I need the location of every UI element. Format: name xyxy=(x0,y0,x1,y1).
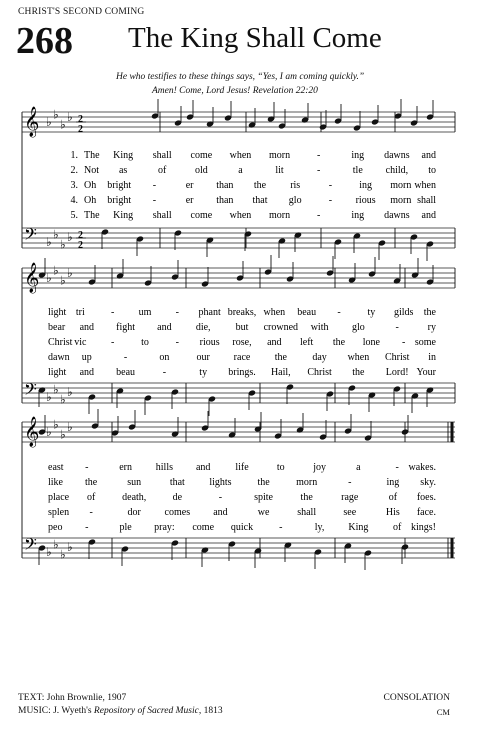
lyric-syllable: a xyxy=(238,165,243,176)
hymn-number: 268 xyxy=(16,20,73,62)
lyric-syllable: Oh xyxy=(84,195,97,206)
flat-icon: ♭ xyxy=(46,425,52,439)
lyric-syllable: face. xyxy=(416,507,436,518)
lyric-syllable: tle xyxy=(352,165,363,176)
lyric-syllable: - xyxy=(110,307,115,318)
lyric-syllable: The xyxy=(84,210,100,221)
flat-icon: ♭ xyxy=(46,545,52,559)
verse-number: 5. xyxy=(70,210,78,221)
lyric-syllable: um xyxy=(138,307,152,318)
lyric-syllable: like xyxy=(48,477,63,488)
lyric-syllable: - xyxy=(279,522,283,533)
lyric-syllable: light xyxy=(48,367,67,378)
lyric-syllable: and xyxy=(79,322,95,333)
lyric-syllable: and xyxy=(157,322,172,333)
lyric-syllable: King xyxy=(113,210,134,221)
lyric-syllable: lit xyxy=(275,165,284,176)
lyric-syllable: joy xyxy=(313,462,326,473)
lyric-syllable: child, xyxy=(385,165,409,176)
lyric-syllable: when xyxy=(229,150,252,161)
lyric-syllable: splen xyxy=(48,507,70,518)
lyric-syllable: morn xyxy=(390,180,412,191)
lyric-syllable: hills xyxy=(155,462,174,473)
lyric-syllable: of xyxy=(158,165,167,176)
lyric-syllable: death, xyxy=(122,492,147,503)
lyric-syllable: Your xyxy=(416,367,436,378)
lyric-syllable: vic xyxy=(74,337,87,348)
lyric-syllable: die, xyxy=(195,322,211,333)
flat-icon: ♭ xyxy=(53,263,59,278)
lyric-syllable: lone xyxy=(362,337,380,348)
lyric-syllable: fight xyxy=(116,322,136,333)
lyric-syllable: ple xyxy=(119,522,132,533)
lyric-syllable: but xyxy=(235,322,249,333)
lyric-syllable: the xyxy=(274,352,287,363)
lyric-syllable: some xyxy=(414,337,436,348)
lyric-syllable: the xyxy=(253,180,267,191)
flat-icon: ♭ xyxy=(60,273,66,288)
lyric-syllable: - xyxy=(337,307,341,318)
flat-icon: ♭ xyxy=(67,385,73,399)
lyric-syllable: with xyxy=(310,322,329,333)
flat-icon: ♭ xyxy=(46,235,52,249)
lyric-syllable: to xyxy=(428,165,436,176)
lyric-syllable: - xyxy=(218,492,223,503)
flat-icon: ♭ xyxy=(53,107,59,122)
lyric-syllable: er xyxy=(185,180,194,191)
lyric-syllable: place xyxy=(48,492,70,503)
lyric-syllable: quick xyxy=(230,522,254,533)
verse-number: 4. xyxy=(70,195,78,206)
bass-clef-icon: 𝄢 xyxy=(24,379,37,403)
lyric-syllable: foes. xyxy=(416,492,436,503)
lyric-syllable: when xyxy=(229,210,252,221)
treble-clef-icon: 𝄞 xyxy=(24,417,40,447)
bass-clef-icon: 𝄢 xyxy=(24,534,37,558)
lyric-syllable: - xyxy=(395,322,399,333)
lyric-syllable: morn xyxy=(390,195,412,206)
lyric-syllable: shall xyxy=(297,507,317,518)
epigraph-line-2: Amen! Come, Lord Jesus! Revelation 22:20 xyxy=(152,86,318,96)
lyric-syllable: ly, xyxy=(314,522,325,533)
verse-number: 3. xyxy=(70,180,78,191)
treble-clef-icon: 𝄞 xyxy=(24,263,40,293)
lyric-syllable: bright xyxy=(107,195,132,206)
system-2 xyxy=(22,255,455,416)
lyric-syllable: - xyxy=(162,367,167,378)
lyric-syllable: Lord! xyxy=(385,367,409,378)
lyric-syllable: up xyxy=(81,352,92,363)
lyric-syllable: er xyxy=(185,195,194,206)
lyric-syllable: as xyxy=(118,165,128,176)
lyric-syllable: life xyxy=(235,462,249,473)
text-credit: TEXT: John Brownlie, 1907 xyxy=(18,693,127,703)
lyric-syllable: Christ xyxy=(48,337,73,348)
treble-clef-icon: 𝄞 xyxy=(24,107,40,137)
flat-icon: ♭ xyxy=(67,420,73,434)
lyric-syllable: ty xyxy=(367,307,376,318)
lyric-syllable: bright xyxy=(107,180,132,191)
flat-icon: ♭ xyxy=(60,237,66,252)
lyric-syllable: race xyxy=(233,352,251,363)
flat-icon: ♭ xyxy=(60,547,66,562)
lyric-syllable: the xyxy=(423,307,436,318)
lyric-syllable: the xyxy=(85,477,98,488)
system-1 xyxy=(22,99,455,261)
lyric-syllable: rage xyxy=(341,492,359,503)
flat-icon: ♭ xyxy=(67,266,73,280)
score-systems xyxy=(22,99,455,570)
lyric-syllable: east xyxy=(48,462,64,473)
lyric-syllable: light xyxy=(48,307,67,318)
lyric-syllable: of xyxy=(86,492,96,503)
flat-icon: ♭ xyxy=(60,392,66,407)
lyric-syllable: the xyxy=(352,367,365,378)
lyric-syllable: Christ xyxy=(384,352,410,363)
verse-number: 2. xyxy=(70,165,78,176)
music-credit-source: Repository of Sacred Music xyxy=(93,706,199,716)
lyric-syllable: dor xyxy=(127,507,141,518)
lyric-syllable: beau xyxy=(297,307,317,318)
flat-icon: ♭ xyxy=(67,230,73,244)
tune-name: CONSOLATION xyxy=(383,693,450,703)
lyric-syllable: day xyxy=(312,352,327,363)
lyric-syllable: lights xyxy=(209,477,232,488)
time-signature-bottom: 2 xyxy=(78,124,83,135)
lyric-syllable: peo xyxy=(48,522,63,533)
lyric-syllable: - xyxy=(85,522,89,533)
lyric-syllable: when xyxy=(414,180,436,191)
lyric-syllable: comes xyxy=(164,507,191,518)
lyric-syllable: morn xyxy=(269,210,291,221)
lyric-syllable: the xyxy=(257,477,270,488)
lyric-syllable: a xyxy=(356,462,361,473)
lyric-syllable: ing xyxy=(386,477,400,488)
flat-icon: ♭ xyxy=(60,117,66,132)
lyric-syllable: when xyxy=(347,352,370,363)
lyric-syllable: dawns xyxy=(384,210,410,221)
lyric-syllable: the xyxy=(300,492,313,503)
lyric-syllable: - xyxy=(395,462,399,473)
epigraph-line-1: He who testifies to these things says, “Yes, I am coming quickly.” xyxy=(116,72,365,82)
lyric-syllable: phant xyxy=(198,307,221,318)
lyric-syllable: morn xyxy=(269,150,291,161)
lyric-syllable: bear xyxy=(48,322,66,333)
lyric-syllable: King xyxy=(113,150,134,161)
verse-number: 1. xyxy=(70,150,78,161)
music-credit-year: , 1813 xyxy=(198,706,223,716)
lyric-syllable: shall xyxy=(417,195,436,206)
lyric-syllable: than xyxy=(216,180,234,191)
lyric-syllable: and xyxy=(421,210,436,221)
lyric-syllable: and xyxy=(421,150,436,161)
lyric-syllable: that xyxy=(252,195,268,206)
flat-icon: ♭ xyxy=(46,271,52,285)
lyric-syllable: Oh xyxy=(84,180,97,191)
lyric-syllable: and xyxy=(195,462,211,473)
time-signature-top: 2 xyxy=(78,230,83,241)
lyric-syllable: to xyxy=(141,337,149,348)
lyric-syllable: morn xyxy=(296,477,318,488)
lyric-syllable: His xyxy=(385,507,400,518)
flat-icon: ♭ xyxy=(53,417,59,432)
lyric-syllable: come xyxy=(190,210,213,221)
lyric-syllable: de xyxy=(172,492,183,503)
time-signature-bottom: 2 xyxy=(78,240,83,251)
lyric-syllable: rious xyxy=(199,337,220,348)
hymn-title: The King Shall Come xyxy=(128,22,382,54)
lyric-syllable: when xyxy=(263,307,286,318)
music-credit-prefix: MUSIC: J. Wyeth's xyxy=(18,706,94,716)
lyric-syllable: - xyxy=(123,352,128,363)
lyric-syllable: dawns xyxy=(384,150,410,161)
lyric-syllable: our xyxy=(196,352,210,363)
lyric-syllable: - xyxy=(152,180,157,191)
lyric-syllable: shall xyxy=(152,150,172,161)
lyric-syllable: old xyxy=(194,165,208,176)
flat-icon: ♭ xyxy=(67,540,73,554)
category-heading: CHRIST'S SECOND COMING xyxy=(18,7,145,17)
lyric-syllable: gilds xyxy=(393,307,414,318)
lyric-syllable: of xyxy=(388,492,398,503)
lyric-syllable: to xyxy=(276,462,285,473)
flat-icon: ♭ xyxy=(67,110,73,124)
lyric-syllable: spite xyxy=(254,492,274,503)
lyric-syllable: tri xyxy=(75,307,85,318)
music-credit xyxy=(18,705,223,718)
lyric-syllable: glo xyxy=(352,322,365,333)
lyric-syllable: and xyxy=(79,367,95,378)
lyric-syllable: ing xyxy=(359,180,372,191)
lyric-syllable: ing xyxy=(351,150,365,161)
lyric-syllable: brings. xyxy=(228,367,256,378)
lyric-syllable: crowned xyxy=(263,322,299,333)
lyric-syllable: - xyxy=(328,195,333,206)
lyric-syllable: sky. xyxy=(420,477,436,488)
lyric-syllable: ern xyxy=(119,462,132,473)
time-signature-top: 2 xyxy=(78,114,83,125)
lyric-syllable: and xyxy=(213,507,228,518)
lyric-syllable: glo xyxy=(288,195,302,206)
lyric-syllable: see xyxy=(343,507,357,518)
flat-icon: ♭ xyxy=(53,537,59,552)
lyric-syllable: - xyxy=(175,307,180,318)
lyric-syllable: wakes. xyxy=(408,462,436,473)
lyric-syllable: - xyxy=(152,195,157,206)
lyric-syllable: The xyxy=(84,150,100,161)
lyric-syllable: come xyxy=(192,522,215,533)
lyric-syllable: rious xyxy=(355,195,376,206)
lyric-syllable: rose, xyxy=(232,337,252,348)
flat-icon: ♭ xyxy=(46,115,52,129)
lyric-syllable: ry xyxy=(427,322,436,333)
lyric-syllable: pray: xyxy=(154,522,175,533)
lyric-syllable: - xyxy=(348,477,352,488)
lyric-syllable: kings! xyxy=(411,522,436,533)
lyric-syllable: shall xyxy=(152,210,172,221)
lyric-syllable: left xyxy=(300,337,314,348)
lyric-syllable: - xyxy=(316,165,321,176)
lyric-syllable: - xyxy=(89,507,93,518)
lyric-syllable: than xyxy=(216,195,234,206)
lyric-syllable: sun xyxy=(127,477,142,488)
lyric-syllable: beau xyxy=(116,367,136,378)
lyric-syllable: the xyxy=(332,337,346,348)
flat-icon: ♭ xyxy=(46,390,52,404)
system-3 xyxy=(22,409,455,570)
lyric-syllable: - xyxy=(316,210,321,221)
lyric-syllable: Not xyxy=(84,165,99,176)
lyric-syllable: - xyxy=(85,462,89,473)
lyric-syllable: ing xyxy=(351,210,365,221)
lyric-syllable: on xyxy=(159,352,170,363)
lyric-syllable: in xyxy=(428,352,436,363)
lyric-syllable: King xyxy=(348,522,369,533)
lyric-syllable: ris xyxy=(290,180,301,191)
lyric-syllable: and xyxy=(267,337,282,348)
bass-clef-icon: 𝄢 xyxy=(24,224,37,248)
flat-icon: ♭ xyxy=(53,382,59,397)
lyric-syllable: Hail, xyxy=(270,367,291,378)
lyric-syllable: breaks, xyxy=(227,307,257,318)
lyric-syllable: that xyxy=(169,477,185,488)
flat-icon: ♭ xyxy=(60,427,66,442)
meter: CM xyxy=(436,707,450,717)
lyric-syllable: - xyxy=(316,150,321,161)
lyric-syllable: come xyxy=(190,150,213,161)
lyric-syllable: dawn xyxy=(48,352,70,363)
flat-icon: ♭ xyxy=(53,227,59,242)
lyric-syllable: - xyxy=(401,337,406,348)
lyric-syllable: Christ xyxy=(307,367,332,378)
lyric-syllable: of xyxy=(393,522,402,533)
lyric-syllable: - xyxy=(328,180,333,191)
lyric-syllable: - xyxy=(110,337,115,348)
lyric-syllable: we xyxy=(257,507,270,518)
lyric-syllable: ty xyxy=(199,367,208,378)
lyric-syllable: - xyxy=(175,337,180,348)
